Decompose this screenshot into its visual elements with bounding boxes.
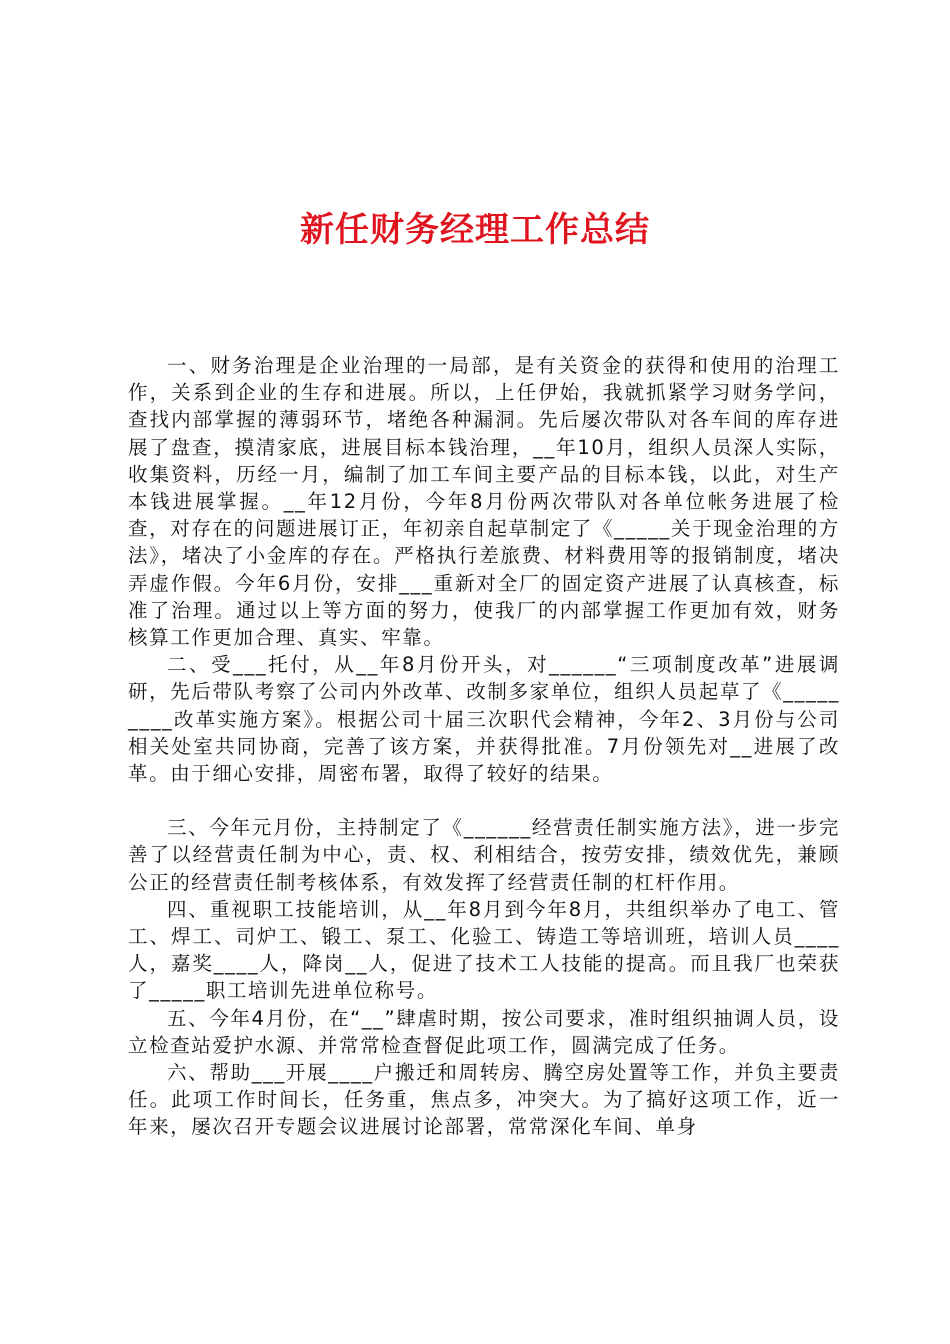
document-title: 新任财务经理工作总结 — [300, 210, 650, 250]
paragraph-relocation-work: 六、帮助___开展____户搬迁和周转房、腾空房处置等工作，并负主要责任。此项工作时间长，任务重，焦点多，冲突大。为了搞好这项工作，近一年来，屡次召开专题会议进展讨论部署，常常深化车间、单身 — [128, 1061, 840, 1139]
paragraph-finance-management: 一、财务治理是企业治理的一局部，是有关资金的获得和使用的治理工作，关系到企业的生存和进展。所以，上任伊始，我就抓紧学习财务学问，查找内部掌握的薄弱环节，堵绝各种漏洞。先后屡次带队对各车间的库存进展了盘查，摸清家底，进展目标本钱治理，__年10月，组织人员深人实际，收集资料，历经一月，编制了加工车间主要产品的目标本钱，以此，对生产本钱进展掌握。__年12月份，今年8月份两次带队对各单位帐务进展了检查，对存在的问题进展订正，年初亲自起草制定了《_____关于现金治理的方法》，堵决了小金库的存在。严格执行差旅费、材料费用等的报销制度，堵决弄虚作假。今年6月份，安排___重新对全厂的固定资产进展了认真核查，标准了治理。通过以上等方面的努力，使我厂的内部掌握工作更加有效，财务核算工作更加合理、真实、牢靠。 — [128, 354, 840, 650]
document-body — [128, 352, 840, 1141]
paragraph-responsibility-system: 三、今年元月份，主持制定了《______经营责任制实施方法》，进一步完善了以经营责任制为中心，责、权、利相结合，按劳安排，绩效优先，兼顾公正的经营责任制考核体系，有效发挥了经营责任制的杠杆作用。 — [128, 816, 840, 894]
paragraph-three-reforms: 二、受___托付，从__年8月份开头，对______“三项制度改革”进展调研，先后带队考察了公司内外改革、改制多家单位，组织人员起草了《_________改革实施方案》。根据公司十届三次职代会精神，今年2、3月份与公司相关处室共同协商，完善了该方案，并获得批准。7月份领先对__进展了改革。由于细心安排，周密布署，取得了较好的结果。 — [128, 653, 840, 786]
paragraph-water-protection: 五、今年4月份，在“__”肆虐时期，按公司要求，准时组织抽调人员，设立检查站爱护水源、并常常检查督促此项工作，圆满完成了任务。 — [128, 1006, 840, 1057]
paragraph-skills-training: 四、重视职工技能培训，从__年8月到今年8月，共组织举办了电工、管工、焊工、司炉工、锻工、泵工、化验工、铸造工等培训班，培训人员____人，嘉奖____人，降岗__人，促进了技术工人技能的提高。而且我厂也荣获了_____职工培训先进单位称号。 — [128, 897, 840, 1003]
